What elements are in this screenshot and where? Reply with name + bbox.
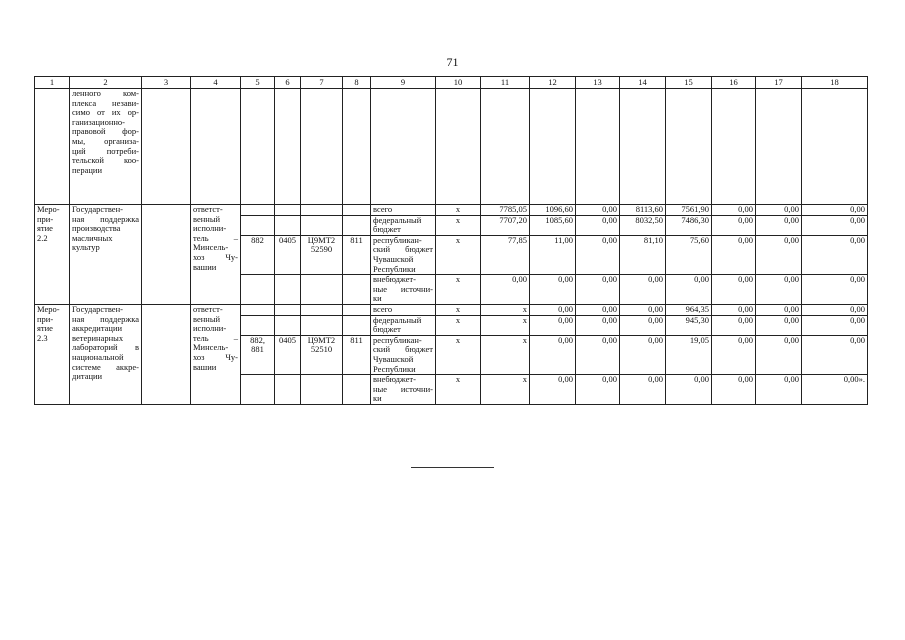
funding-source: внебюджет- ные источни- ки <box>371 275 436 305</box>
funding-value: x <box>481 375 530 405</box>
funding-source: республикан- ский бюджет Чувашской Республики <box>371 335 436 374</box>
program-table <box>34 76 868 405</box>
funding-value: 0,00 <box>530 315 576 335</box>
funding-value: 0,00 <box>802 215 868 235</box>
code-cell <box>275 205 301 216</box>
funding-source: внебюджет- ные источни- ки <box>371 375 436 405</box>
funding-value: 0,00». <box>802 375 868 405</box>
funding-value: 0,00 <box>620 375 666 405</box>
header-cell: 13 <box>576 77 620 89</box>
funding-value: 0,00 <box>576 335 620 374</box>
code-cell <box>241 205 275 216</box>
funding-value: 0,00 <box>756 335 802 374</box>
funding-value: 0,00 <box>756 235 802 274</box>
header-cell: 11 <box>481 77 530 89</box>
funding-value: 0,00 <box>802 235 868 274</box>
funding-value: x <box>436 235 481 274</box>
funding-value: 1096,60 <box>530 205 576 216</box>
funding-value: x <box>481 335 530 374</box>
funding-value: 0,00 <box>712 335 756 374</box>
measure-id: Меро- при- ятие 2.2 <box>35 205 70 305</box>
funding-value: 0,00 <box>756 205 802 216</box>
code-cell <box>301 215 343 235</box>
funding-value: 0,00 <box>530 304 576 315</box>
funding-value: 0,00 <box>712 215 756 235</box>
code-target: Ц9МТ2 52590 <box>301 235 343 274</box>
code-section: 0405 <box>275 335 301 374</box>
funding-value: 0,00 <box>712 375 756 405</box>
code-target: Ц9МТ2 52510 <box>301 335 343 374</box>
funding-value: 11,00 <box>530 235 576 274</box>
funding-value: x <box>436 315 481 335</box>
funding-value: 1085,60 <box>530 215 576 235</box>
measure-name: Государствен- ная поддержка производства масличных культур <box>70 205 142 305</box>
funding-source: всего <box>371 205 436 216</box>
funding-value: 0,00 <box>756 304 802 315</box>
funding-value: 0,00 <box>802 304 868 315</box>
header-cell: 18 <box>802 77 868 89</box>
code-cell <box>275 304 301 315</box>
continued-measure-name: ленного ком- плекса незави- симо от их ор- ганизационно- правовой фор- мы, организа- ций потреби- тельской коо- перации <box>70 89 142 205</box>
funding-value: 0,00 <box>712 275 756 305</box>
code-cell <box>343 315 371 335</box>
code-grbs: 882 <box>241 235 275 274</box>
funding-value: 0,00 <box>620 335 666 374</box>
page-number: 71 <box>446 55 459 69</box>
funding-value: 0,00 <box>712 235 756 274</box>
funding-value: 0,00 <box>576 275 620 305</box>
funding-value: 0,00 <box>530 335 576 374</box>
funding-source: республикан- ский бюджет Чувашской Республики <box>371 235 436 274</box>
funding-value: 7785,05 <box>481 205 530 216</box>
code-cell <box>275 315 301 335</box>
funding-value: x <box>481 304 530 315</box>
header-cell: 10 <box>436 77 481 89</box>
header-cell: 1 <box>35 77 70 89</box>
funding-source: всего <box>371 304 436 315</box>
header-cell: 15 <box>666 77 712 89</box>
funding-value: 19,05 <box>666 335 712 374</box>
funding-value: 0,00 <box>756 315 802 335</box>
funding-value: 0,00 <box>620 304 666 315</box>
code-cell <box>275 275 301 305</box>
code-cell <box>301 315 343 335</box>
funding-value: 0,00 <box>576 235 620 274</box>
code-cell <box>343 205 371 216</box>
code-section: 0405 <box>275 235 301 274</box>
header-cell: 12 <box>530 77 576 89</box>
code-cell <box>275 375 301 405</box>
funding-value: 0,00 <box>576 304 620 315</box>
header-cell: 17 <box>756 77 802 89</box>
funding-value: x <box>436 375 481 405</box>
funding-value: 7486,30 <box>666 215 712 235</box>
funding-value: 0,00 <box>802 275 868 305</box>
funding-value: 77,85 <box>481 235 530 274</box>
funding-value: 7561,90 <box>666 205 712 216</box>
funding-value: 945,30 <box>666 315 712 335</box>
header-cell: 3 <box>142 77 191 89</box>
footnote-separator <box>411 467 494 468</box>
code-cell <box>301 275 343 305</box>
funding-value: 81,10 <box>620 235 666 274</box>
header-cell: 8 <box>343 77 371 89</box>
header-cell: 16 <box>712 77 756 89</box>
header-cell: 9 <box>371 77 436 89</box>
header-row <box>35 77 868 89</box>
funding-value: 0,00 <box>576 375 620 405</box>
funding-value: 8032,50 <box>620 215 666 235</box>
header-cell: 2 <box>70 77 142 89</box>
funding-value: 0,00 <box>481 275 530 305</box>
code-cell <box>241 215 275 235</box>
header-cell: 14 <box>620 77 666 89</box>
funding-value: x <box>436 215 481 235</box>
funding-source: федеральный бюджет <box>371 215 436 235</box>
code-cell <box>241 275 275 305</box>
funding-value: 0,00 <box>530 275 576 305</box>
code-type: 811 <box>343 235 371 274</box>
header-cell: 4 <box>191 77 241 89</box>
funding-value: 0,00 <box>712 205 756 216</box>
funding-value: 75,60 <box>666 235 712 274</box>
header-cell: 6 <box>275 77 301 89</box>
measure-id: Меро- при- ятие 2.3 <box>35 304 70 404</box>
funding-value: x <box>436 205 481 216</box>
code-grbs: 882, 881 <box>241 335 275 374</box>
funding-value: 0,00 <box>530 375 576 405</box>
funding-value: 8113,60 <box>620 205 666 216</box>
funding-value: 0,00 <box>712 315 756 335</box>
code-cell <box>275 215 301 235</box>
funding-value: x <box>436 304 481 315</box>
code-type: 811 <box>343 335 371 374</box>
funding-value: 0,00 <box>576 205 620 216</box>
measure-executor: ответст- венный исполни- тель – Минсель- хоз Чу- вашии <box>191 205 241 305</box>
code-cell <box>343 275 371 305</box>
funding-value: 7707,20 <box>481 215 530 235</box>
code-cell <box>343 215 371 235</box>
table-row <box>35 304 868 315</box>
funding-value: 0,00 <box>666 375 712 405</box>
funding-value: x <box>481 315 530 335</box>
code-cell <box>241 375 275 405</box>
header-cell: 5 <box>241 77 275 89</box>
funding-value: 0,00 <box>802 205 868 216</box>
funding-value: 0,00 <box>666 275 712 305</box>
funding-value: 0,00 <box>802 335 868 374</box>
funding-value: 0,00 <box>712 304 756 315</box>
funding-value: 0,00 <box>620 275 666 305</box>
header-cell: 7 <box>301 77 343 89</box>
funding-value: 0,00 <box>576 315 620 335</box>
code-cell <box>241 315 275 335</box>
funding-value: 0,00 <box>620 315 666 335</box>
code-cell <box>301 205 343 216</box>
funding-value: 0,00 <box>802 315 868 335</box>
measure-name: Государствен- ная поддержка аккредитации ветеринарных лабораторий в национальной системе аккре- дитации <box>70 304 142 404</box>
code-cell <box>301 304 343 315</box>
code-cell <box>343 304 371 315</box>
funding-value: 0,00 <box>756 375 802 405</box>
funding-value: x <box>436 275 481 305</box>
funding-source: федеральный бюджет <box>371 315 436 335</box>
funding-value: 0,00 <box>576 215 620 235</box>
measure-executor: ответст- венный исполни- тель – Минсель- хоз Чу- вашии <box>191 304 241 404</box>
funding-value: x <box>436 335 481 374</box>
code-cell <box>343 375 371 405</box>
table-row <box>35 205 868 216</box>
empty-cell <box>142 304 191 404</box>
code-cell <box>301 375 343 405</box>
funding-value: 0,00 <box>756 215 802 235</box>
funding-value: 964,35 <box>666 304 712 315</box>
continuation-row <box>35 89 868 205</box>
funding-value: 0,00 <box>756 275 802 305</box>
code-cell <box>241 304 275 315</box>
empty-cell <box>142 205 191 305</box>
